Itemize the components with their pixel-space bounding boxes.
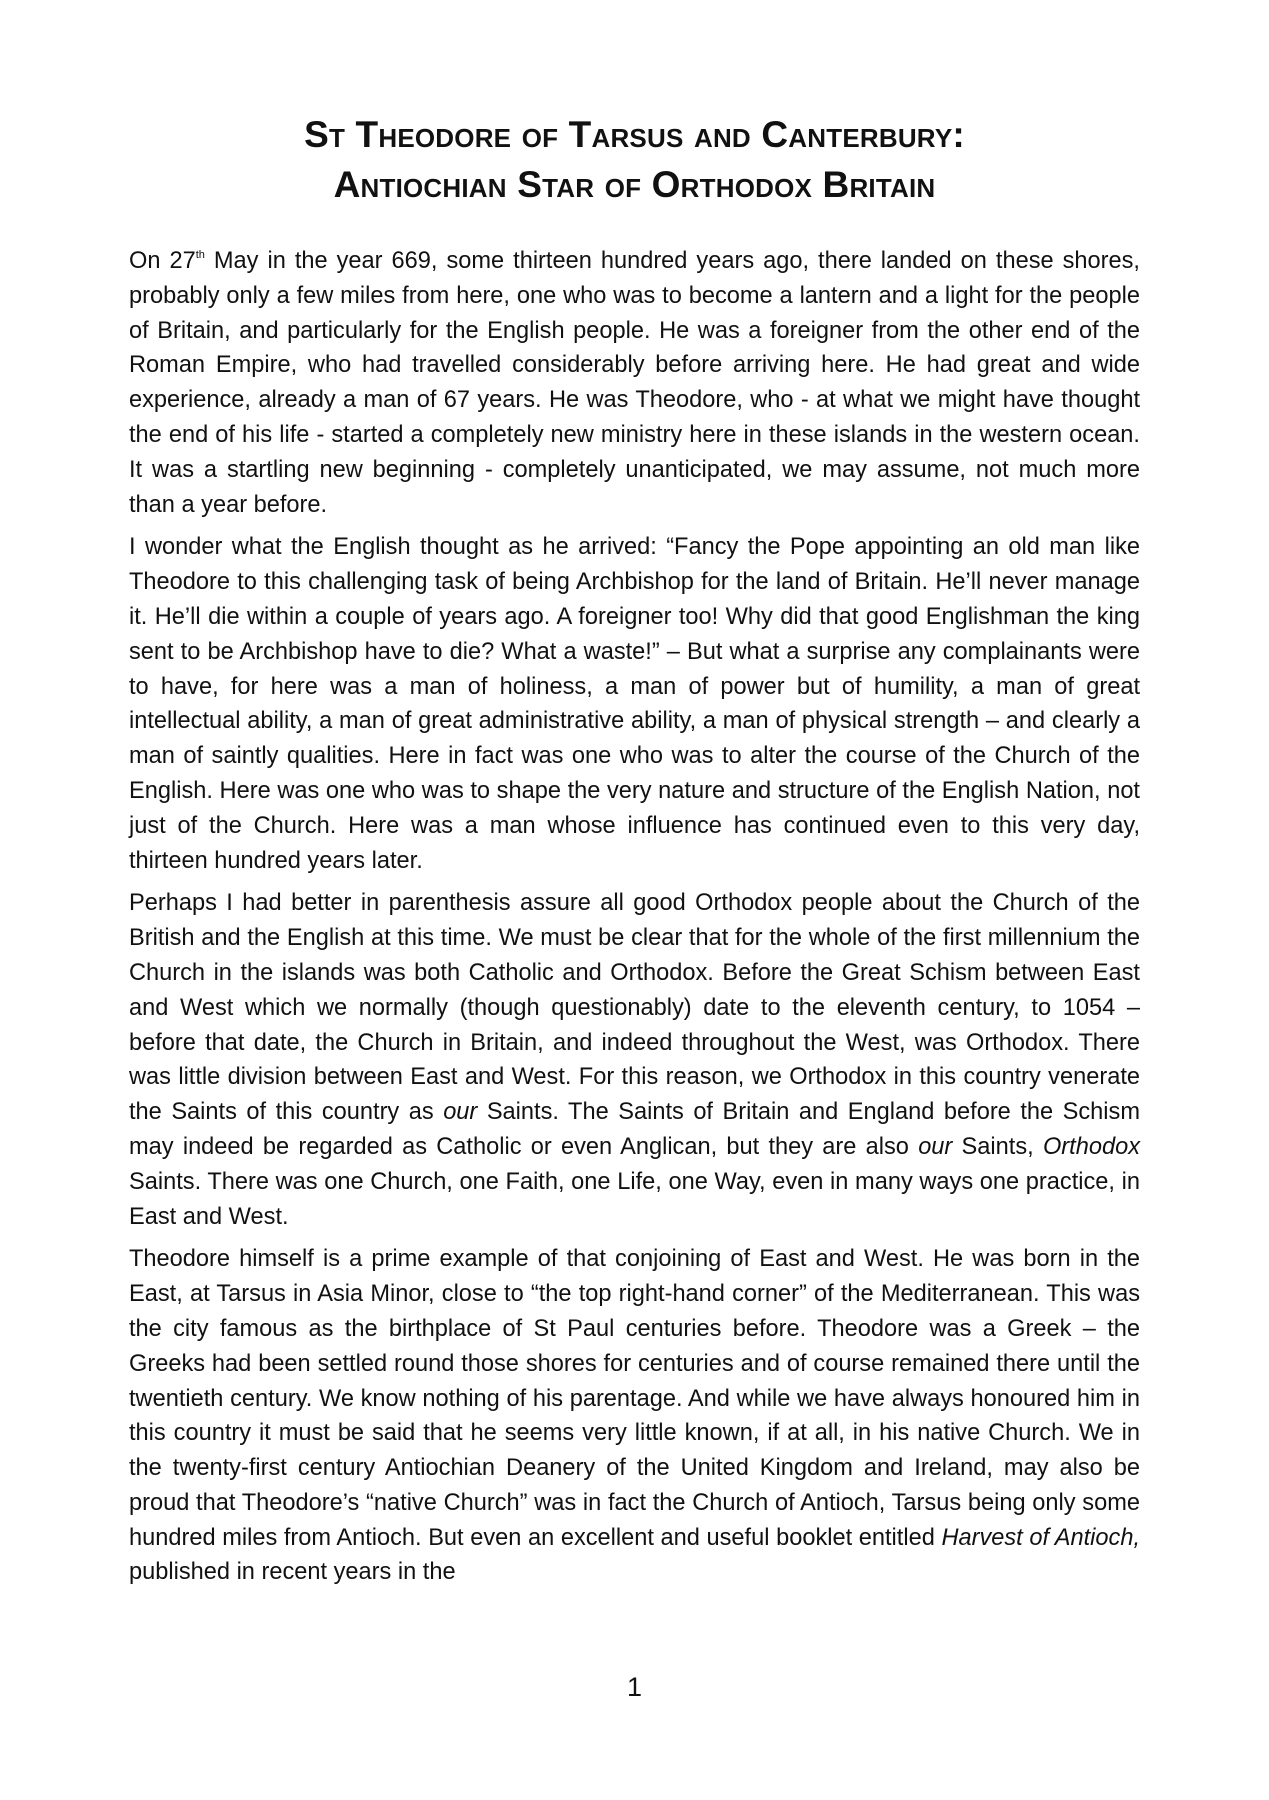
paragraph-1 <box>129 244 1140 522</box>
p1-text-b: May in the year 669, some thirteen hundred years ago, there landed on these shores, probably only a few miles from here, one who was to become a lantern and a light for the people of Britain, and particularly for the English people. He was a foreigner from the other end of the Roman Empire, who had travelled considerably before arriving here. He had great and wide experience, already a man of 67 years. He was Theodore, who - at what we might have thought the end of his life - started a completely new ministry here in these islands in the western ocean. It was a startling new beginning - completely unanticipated, we may assume, not much more than a year before. <box>129 248 1140 518</box>
p3-emphasis-3: Orthodox <box>1042 1133 1140 1160</box>
p1-text-a: On 27 <box>129 248 196 274</box>
p3-text-d: Saints. There was one Church, one Faith, one Life, one Way, even in many ways one practice, in East and West. <box>129 1168 1140 1230</box>
paragraph-2: I wonder what the English thought as he arrived: “Fancy the Pope appointing an old man like Theodore to this challenging task of being Archbishop for the land of Britain. He’ll never manage it. He’ll die within a couple of years ago. A foreigner too! Why did that good Englishman the king sent to be Archbishop have to die? What a waste!” – But what a surprise any complainants were to have, for here was a man of holiness, a man of power but of humility, a man of great intellectual ability, a man of great administrative ability, a man of physical strength – and clearly a man of saintly qualities. Here in fact was one who was to alter the course of the Church of the English. Here was one who was to shape the very nature and structure of the English Nation, not just of the Church. Here was a man whose influence has continued even to this very day, thirteen hundred years later. <box>129 534 1140 874</box>
page-number: 1 <box>626 1672 643 1702</box>
paragraph-3 <box>129 886 1140 1234</box>
document-page <box>129 110 1140 1598</box>
p1-superscript: th <box>195 249 205 261</box>
title-line-1: St Theodore of Tarsus and Canterbury: <box>304 114 965 155</box>
title-line-2: Antiochian Star of Orthodox Britain <box>333 164 936 205</box>
p3-text-b: Saints. The Saints of Britain and England before the Schism may indeed be regarded as Catholic or even Anglican, but they are also <box>129 1099 1140 1160</box>
page-title <box>129 110 1140 210</box>
p3-emphasis-1: our <box>443 1099 478 1126</box>
p3-text-a: Perhaps I had better in parenthesis assure all good Orthodox people about the Church of the British and the English at this time. We must be clear that for the whole of the first millennium the Church in the islands was both Catholic and Orthodox. Before the Great Schism between East and West which we normally (though questionably) date to the eleventh century, to 1054 – before that date, the Church in Britain, and indeed throughout the West, was Orthodox. There was little division between East and West. For this reason, we Orthodox in this country venerate the Saints of this country as <box>129 890 1140 1126</box>
p3-text-c: Saints, <box>952 1133 1043 1160</box>
p4-text-b: published in recent years in the <box>129 1559 456 1586</box>
paragraph-4 <box>129 1242 1140 1590</box>
p4-text-a: Theodore himself is a prime example of that conjoining of East and West. He was born in the East, at Tarsus in Asia Minor, close to “the top right-hand corner” of the Mediterranean. This was the city famous as the birthplace of St Paul centuries before. Theodore was a Greek – the Greeks had been settled round those shores for centuries and of course remained there until the twentieth century. We know nothing of his parentage. And while we have always honoured him in this country it must be said that he seems very little known, if at all, in his native Church. We in the twenty-first century Antiochian Deanery of the United Kingdom and Ireland, may also be proud that Theodore’s “native Church” was in fact the Church of Antioch, Tarsus being only some hundred miles from Antioch. But even an excellent and useful booklet entitled <box>129 1246 1140 1551</box>
p3-emphasis-2: our <box>918 1133 953 1160</box>
p4-book-title: Harvest of Antioch, <box>941 1524 1140 1551</box>
